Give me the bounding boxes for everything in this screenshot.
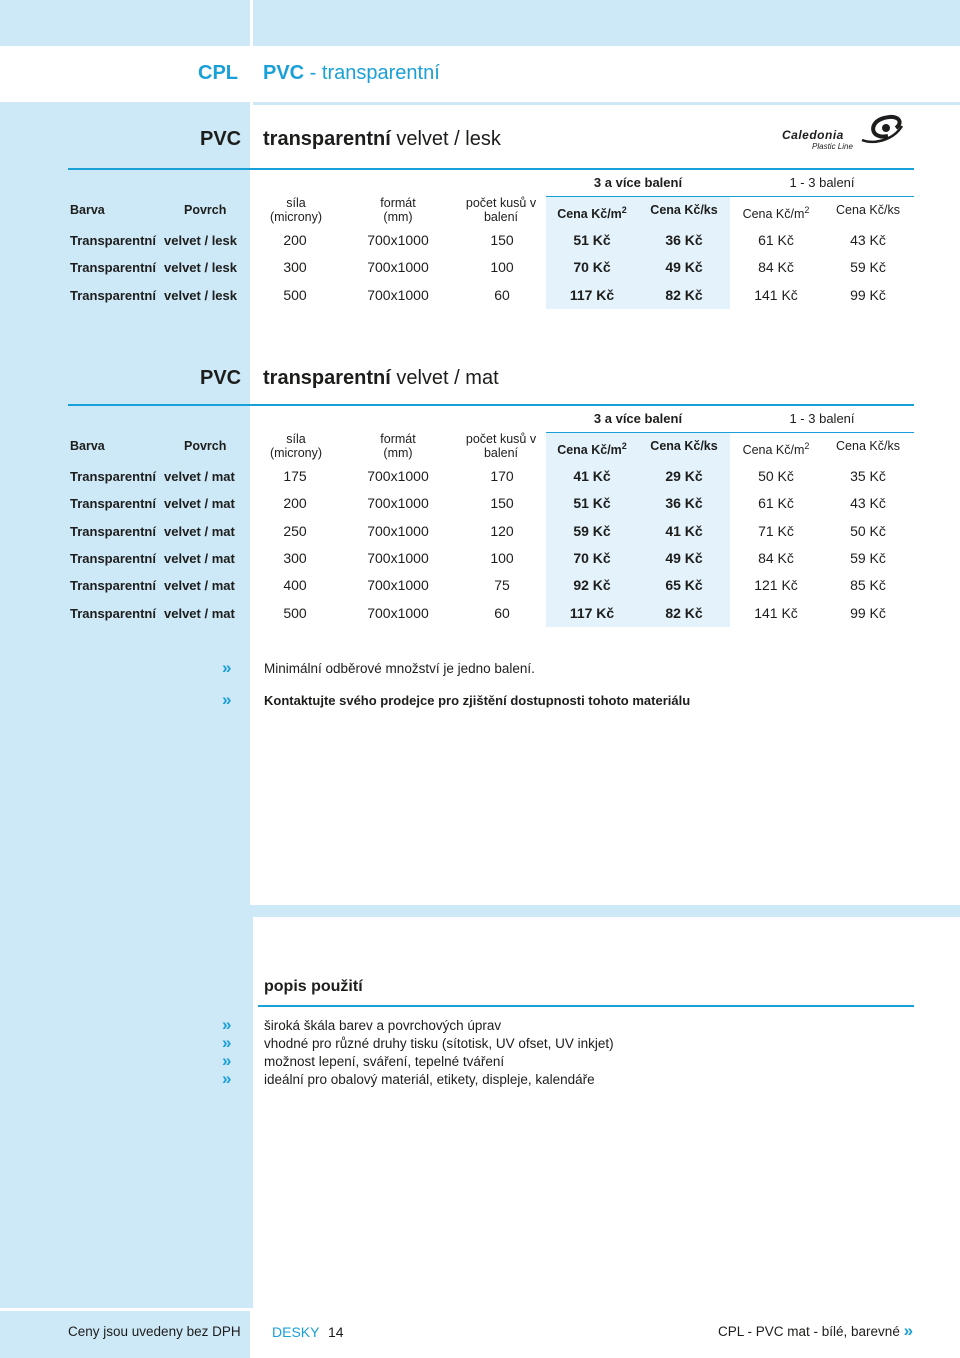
table-cell: 250 bbox=[283, 522, 307, 539]
header-strip bbox=[253, 102, 960, 105]
table-cell: 150 bbox=[490, 495, 514, 512]
table-cell: 300 bbox=[283, 549, 307, 566]
top-band bbox=[253, 0, 960, 46]
group-header-a: 3 a více balení bbox=[593, 411, 683, 426]
table-cell: 200 bbox=[283, 495, 307, 512]
column-header-povrch bbox=[184, 439, 264, 453]
column-header-cena_m2_b bbox=[730, 203, 822, 221]
table-cell: 500 bbox=[283, 604, 307, 621]
table-cell: 175 bbox=[283, 468, 307, 484]
column-header-text: Cena Kč/m bbox=[557, 207, 622, 222]
table-cell: 170 bbox=[490, 468, 514, 484]
table-cell: 36 Kč bbox=[665, 495, 703, 512]
table-cell: 84 Kč bbox=[758, 259, 794, 276]
column-header-text: počet kusů v bbox=[465, 196, 537, 210]
table-row bbox=[68, 518, 914, 545]
table-cell: 59 Kč bbox=[850, 259, 886, 276]
table-cell: 92 Kč bbox=[573, 577, 611, 594]
table-row bbox=[68, 600, 914, 627]
table-cell: 141 Kč bbox=[754, 286, 798, 303]
table-cell: 700x1000 bbox=[367, 549, 429, 566]
caledonia-logo: Caledonia Plastic Line bbox=[782, 114, 906, 154]
column-header-text: Cena Kč/m bbox=[742, 443, 805, 458]
table-cell: 700x1000 bbox=[367, 577, 429, 594]
table-row bbox=[68, 463, 914, 490]
superscript: 2 bbox=[621, 441, 627, 451]
table-cell: 100 bbox=[490, 259, 514, 276]
arrow-icon: » bbox=[903, 1321, 908, 1340]
section2-label: PVC bbox=[200, 367, 242, 389]
table-cell: 59 Kč bbox=[850, 549, 886, 566]
column-header-sila bbox=[254, 432, 338, 460]
table-cell: Transparentní bbox=[70, 287, 156, 303]
column-header-sila bbox=[254, 196, 338, 224]
table-cell: 141 Kč bbox=[754, 604, 798, 621]
table-cell: Transparentní bbox=[70, 605, 156, 621]
table-cell: 150 bbox=[490, 232, 514, 248]
column-header-povrch bbox=[184, 203, 264, 217]
table-cell: 70 Kč bbox=[573, 549, 611, 566]
table-cell: 49 Kč bbox=[665, 549, 703, 566]
table-cell: velvet / lesk bbox=[164, 233, 237, 248]
column-header-text: síla bbox=[286, 196, 306, 210]
table-cell: velvet / mat bbox=[164, 550, 235, 566]
table-cell: 121 Kč bbox=[754, 577, 798, 594]
table-cell: Transparentní bbox=[70, 578, 156, 594]
column-header-cena_m2_a bbox=[546, 203, 638, 221]
group-header-b: 1 - 3 balení bbox=[789, 411, 855, 426]
footer-vat-note: Ceny jsou uvedeny bez DPH bbox=[68, 1324, 241, 1339]
min-order-note: Minimální odběrové množství je jedno balení. bbox=[264, 661, 535, 676]
column-header-pocet bbox=[456, 432, 546, 460]
usage-divider bbox=[258, 1005, 914, 1007]
column-header-text: Cena Kč/ks bbox=[650, 203, 718, 217]
table-cell: 500 bbox=[283, 286, 307, 303]
group-header-b: 1 - 3 balení bbox=[789, 175, 855, 190]
column-header-cena_m2_b bbox=[730, 439, 822, 457]
table-row bbox=[68, 282, 914, 309]
table-cell: 65 Kč bbox=[665, 577, 703, 594]
table-row bbox=[68, 227, 914, 254]
table-cell: 60 bbox=[494, 604, 510, 621]
column-header-text: Cena Kč/ks bbox=[650, 439, 718, 453]
column-header-unit: (mm) bbox=[383, 446, 413, 460]
column-header-text: Cena Kč/m bbox=[742, 207, 805, 222]
table-cell: 99 Kč bbox=[850, 286, 886, 303]
table-cell: 700x1000 bbox=[367, 468, 429, 484]
table-row bbox=[68, 545, 914, 572]
table-cell: Transparentní bbox=[70, 233, 156, 248]
table-cell: 82 Kč bbox=[665, 286, 703, 303]
table-cell: 85 Kč bbox=[850, 577, 886, 594]
column-header-format bbox=[356, 432, 440, 460]
arrow-icon: » bbox=[222, 658, 226, 677]
group-header-rule bbox=[546, 432, 914, 433]
superscript: 2 bbox=[621, 205, 627, 215]
header-bar bbox=[0, 46, 960, 102]
column-header-text: Povrch bbox=[184, 439, 227, 453]
table-cell: Transparentní bbox=[70, 550, 156, 566]
column-header-cena_ks_b bbox=[822, 203, 914, 217]
usage-panel bbox=[253, 917, 960, 1308]
usage-item: široká škála barev a povrchových úprav bbox=[264, 1018, 502, 1033]
table-cell: 700x1000 bbox=[367, 522, 429, 539]
table-row bbox=[68, 490, 914, 517]
usage-item: možnost lepení, sváření, tepelné tváření bbox=[264, 1054, 505, 1069]
column-header-cena_m2_a bbox=[546, 439, 638, 457]
superscript: 2 bbox=[804, 441, 810, 451]
table-cell: 700x1000 bbox=[367, 495, 429, 512]
column-header-pocet bbox=[456, 196, 546, 224]
table-cell: 100 bbox=[490, 549, 514, 566]
table-cell: Transparentní bbox=[70, 260, 156, 276]
table-cell: 700x1000 bbox=[367, 286, 429, 303]
section1-title: transparentní velvet / lesk bbox=[263, 128, 501, 150]
table-cell: 41 Kč bbox=[573, 468, 611, 484]
table-cell: Transparentní bbox=[70, 523, 156, 539]
arrow-icon: » bbox=[222, 1015, 226, 1034]
contact-note: Kontaktujte svého prodejce pro zjištění dostupnosti tohoto materiálu bbox=[264, 693, 691, 708]
table-cell: 300 bbox=[283, 259, 307, 276]
column-header-text: počet kusů v bbox=[465, 432, 537, 446]
table-cell: 60 bbox=[494, 286, 510, 303]
column-header-text: Cena Kč/ks bbox=[836, 203, 900, 217]
table-cell: 75 bbox=[494, 577, 510, 594]
table-cell: velvet / mat bbox=[164, 469, 235, 484]
usage-item: vhodné pro různé druhy tisku (sítotisk, UV ofset, UV inkjet) bbox=[264, 1036, 614, 1051]
table-cell: 200 bbox=[283, 232, 307, 248]
table-cell: 71 Kč bbox=[758, 522, 794, 539]
table-cell: 51 Kč bbox=[573, 232, 611, 248]
table-cell: 84 Kč bbox=[758, 549, 794, 566]
group-header-rule bbox=[546, 196, 914, 197]
column-header-cena_ks_b bbox=[822, 439, 914, 453]
arrow-icon: » bbox=[222, 1051, 226, 1070]
table-cell: 99 Kč bbox=[850, 604, 886, 621]
table-cell: velvet / lesk bbox=[164, 260, 237, 276]
table-cell: 43 Kč bbox=[850, 495, 886, 512]
table-cell: velvet / lesk bbox=[164, 287, 237, 303]
table-cell: 120 bbox=[490, 522, 514, 539]
column-header-unit: balení bbox=[483, 210, 519, 224]
table-cell: velvet / mat bbox=[164, 523, 235, 539]
usage-title: popis použití bbox=[264, 978, 363, 995]
table-cell: 49 Kč bbox=[665, 259, 703, 276]
column-header-unit: balení bbox=[483, 446, 519, 460]
table-cell: 59 Kč bbox=[573, 522, 611, 539]
table-cell: 700x1000 bbox=[367, 604, 429, 621]
table-cell: Transparentní bbox=[70, 496, 156, 512]
table-cell: 36 Kč bbox=[665, 232, 703, 248]
column-header-text: síla bbox=[286, 432, 306, 446]
arrow-icon: » bbox=[222, 1069, 226, 1088]
section2-title: transparentní velvet / mat bbox=[263, 367, 499, 389]
column-header-cena_ks_a bbox=[638, 439, 730, 453]
column-header-text: formát bbox=[380, 196, 416, 210]
table-cell: velvet / mat bbox=[164, 496, 235, 512]
table-cell: 43 Kč bbox=[850, 232, 886, 248]
column-header-unit: (microny) bbox=[269, 446, 323, 460]
column-header-cena_ks_a bbox=[638, 203, 730, 217]
column-header-barva bbox=[70, 439, 150, 453]
table-cell: 50 Kč bbox=[758, 468, 794, 484]
table-row bbox=[68, 572, 914, 599]
table-cell: 117 Kč bbox=[569, 604, 615, 621]
table-cell: Transparentní bbox=[70, 469, 156, 484]
superscript: 2 bbox=[804, 205, 810, 215]
arrow-icon: » bbox=[222, 690, 226, 709]
table-cell: 400 bbox=[283, 577, 307, 594]
column-header-text: Cena Kč/m bbox=[557, 443, 622, 458]
table-cell: 51 Kč bbox=[573, 495, 611, 512]
table-cell: 700x1000 bbox=[367, 232, 429, 248]
table-cell: velvet / mat bbox=[164, 605, 235, 621]
column-header-unit: (mm) bbox=[383, 210, 413, 224]
footer-next-link[interactable]: CPL - PVC mat - bílé, barevné » bbox=[718, 1321, 908, 1340]
column-header-text: formát bbox=[380, 432, 416, 446]
caledonia-swirl-icon bbox=[858, 114, 906, 144]
table-cell: 35 Kč bbox=[850, 468, 886, 484]
brand-label: CPL bbox=[198, 62, 238, 84]
section1-label: PVC bbox=[200, 128, 242, 150]
table-cell: 700x1000 bbox=[367, 259, 429, 276]
table-cell: 117 Kč bbox=[569, 286, 615, 303]
table-cell: 61 Kč bbox=[758, 495, 794, 512]
table-cell: velvet / mat bbox=[164, 578, 235, 594]
table-cell: 29 Kč bbox=[665, 468, 703, 484]
table-cell: 70 Kč bbox=[573, 259, 611, 276]
group-header-a: 3 a více balení bbox=[593, 175, 683, 190]
table-cell: 41 Kč bbox=[665, 522, 703, 539]
column-header-text: Povrch bbox=[184, 203, 227, 217]
column-header-text: Cena Kč/ks bbox=[836, 439, 900, 453]
column-header-format bbox=[356, 196, 440, 224]
table-row bbox=[68, 254, 914, 281]
arrow-icon: » bbox=[222, 1033, 226, 1052]
page-number: 14 bbox=[328, 1324, 344, 1340]
table-cell: 82 Kč bbox=[665, 604, 703, 621]
page-title: PVC - transparentní bbox=[263, 62, 440, 84]
usage-item: ideální pro obalový materiál, etikety, displeje, kalendáře bbox=[264, 1072, 595, 1087]
table-cell: 50 Kč bbox=[850, 522, 886, 539]
table-cell: 61 Kč bbox=[758, 232, 794, 248]
footer-section: DESKY bbox=[272, 1324, 320, 1340]
column-header-barva bbox=[70, 203, 150, 217]
column-header-unit: (microny) bbox=[269, 210, 323, 224]
column-header-text: Barva bbox=[70, 203, 105, 217]
column-header-text: Barva bbox=[70, 439, 105, 453]
